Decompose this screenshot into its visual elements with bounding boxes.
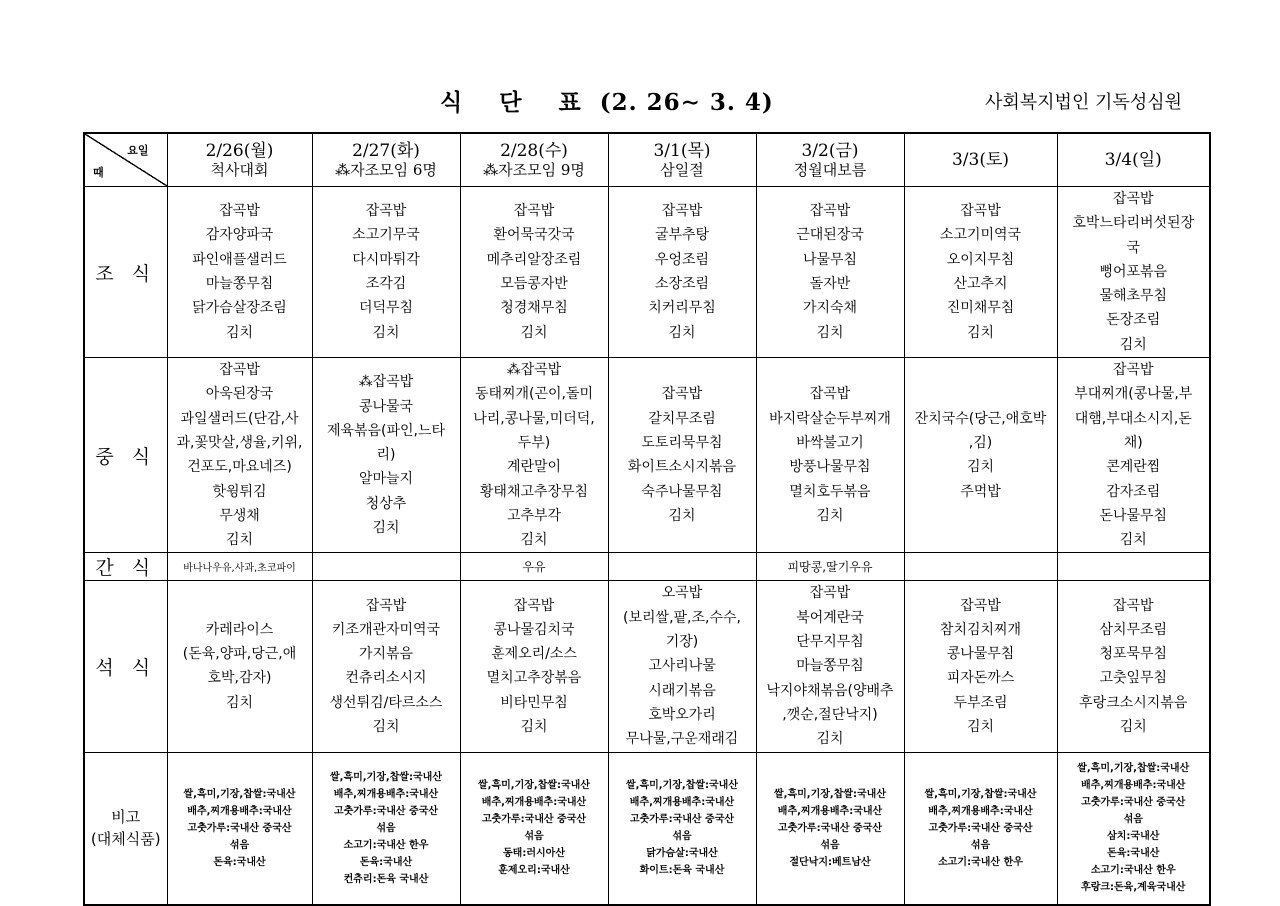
- origin-line: 고춧가루:국내산 중국산: [777, 822, 883, 834]
- day-header: [904, 133, 1057, 187]
- origin-line: 섞음: [970, 839, 991, 851]
- breakfast-row: [84, 187, 1210, 358]
- origin-line: 돈육:국내산: [213, 856, 266, 868]
- menu-item: 북어계란국: [796, 609, 864, 626]
- menu-item: 환어묵국갓국: [493, 227, 575, 244]
- meal-cell: [312, 358, 460, 553]
- menu-item: 김치: [816, 731, 844, 748]
- menu-item: 돈나물무침: [1099, 507, 1168, 524]
- menu-item: 호박오가리: [648, 706, 716, 723]
- origin-line: 쌀,흑미,기장,찹쌀:국내산: [924, 788, 1037, 800]
- origin-line: 배추,찌개용배추:국내산: [481, 797, 587, 809]
- origin-line: 컨츄리:돈육 국내산: [343, 873, 429, 885]
- menu-item: 숙주나물무침: [641, 483, 723, 500]
- row-label-dinner: 석 식: [84, 581, 167, 752]
- menu-item: 잡곡밥: [365, 203, 407, 220]
- menu-item: 아욱된장국: [205, 386, 274, 403]
- header-row: [84, 133, 1210, 187]
- meal-plan-table: [83, 132, 1211, 906]
- meal-cell: [460, 358, 608, 553]
- menu-item: 청포묵무침: [1099, 646, 1168, 663]
- origin-line: 쌀,흑미,기장,찹쌀:국내산: [774, 788, 886, 800]
- snack-cell: [904, 553, 1057, 581]
- day-date: 2/26(월): [205, 141, 274, 161]
- menu-item: 과,꽃맛살,생율,키위,: [176, 434, 303, 451]
- snack-row: [84, 553, 1210, 581]
- origin-line: 배추,찌개용배추:국내산: [1081, 780, 1186, 792]
- menu-item: 국: [1126, 239, 1141, 256]
- menu-item: 무나물,구운재래김: [625, 731, 739, 748]
- menu-item: 뻥어포볶음: [1099, 263, 1168, 280]
- snack-cell: 우유: [460, 553, 608, 581]
- origin-line: 고춧가루:국내산 중국산: [928, 822, 1033, 834]
- menu-item: 더덕무침: [358, 300, 414, 317]
- menu-item: 김치: [668, 324, 696, 341]
- meal-cell: [904, 187, 1057, 358]
- corner-cell: [84, 133, 167, 187]
- menu-item: 삼치무조림: [1099, 621, 1168, 638]
- origin-line: 배추,찌개용배추:국내산: [187, 805, 292, 817]
- menu-item: 청경채무침: [500, 300, 568, 317]
- menu-item: 바지락살순두부찌개: [769, 410, 891, 427]
- menu-item: 잡곡밥: [809, 386, 851, 403]
- menu-item: 콘계란찜: [1106, 459, 1161, 476]
- menu-item: 두부): [517, 434, 551, 451]
- origin-line: 쌀,흑미,기장,찹쌀:국내산: [478, 780, 590, 792]
- menu-item: 조각김: [365, 276, 407, 293]
- menu-item: 고춧잎무침: [1099, 670, 1168, 687]
- menu-item: 나물무침: [802, 251, 858, 268]
- meal-cell: [1057, 581, 1210, 752]
- menu-item: 잡곡밥: [1112, 191, 1154, 207]
- menu-item: 멸치고추장볶음: [486, 670, 582, 687]
- notes-row: [84, 752, 1210, 905]
- menu-item: 비타민무침: [500, 694, 568, 711]
- menu-item: 김치: [225, 532, 254, 549]
- menu-item: 멸치호두볶음: [789, 483, 871, 500]
- menu-item: 호박,감자): [207, 670, 272, 687]
- origin-line: 배추,찌개용배추:국내산: [777, 805, 883, 817]
- day-date: 2/27(화): [352, 141, 420, 161]
- day-header: [608, 133, 756, 187]
- menu-item: 마늘쫑무침: [796, 658, 864, 675]
- menu-item: 돌자반: [809, 276, 851, 293]
- meal-cell: [167, 187, 312, 358]
- menu-item: (보리쌀,팥,조,수수,: [623, 609, 741, 626]
- menu-item: 산고추지: [953, 276, 1008, 293]
- menu-item: 후랑크소시지볶음: [1079, 694, 1188, 711]
- menu-item: 물해초무침: [1099, 288, 1168, 305]
- menu-item: 콩나물김치국: [493, 621, 575, 638]
- origin-line: 배추,찌개용배추:국내산: [928, 805, 1033, 817]
- menu-item: 두부조림: [953, 694, 1008, 711]
- menu-item: 가지볶음: [358, 646, 414, 663]
- menu-item: 김치: [1119, 532, 1147, 549]
- meal-cell: [312, 581, 460, 752]
- menu-item: 핫윙튀김: [212, 483, 267, 500]
- notes-label: 비고: [111, 808, 141, 827]
- day-header: [756, 133, 904, 187]
- origin-line: 섞음: [820, 839, 840, 851]
- origin-line: 고춧가루:국내산 중국산: [187, 822, 292, 834]
- day-date: 2/28(수): [500, 141, 568, 161]
- menu-item: 닭가슴살장조림: [192, 300, 287, 317]
- menu-item: 김치: [966, 324, 995, 341]
- menu-item: 소고기미역국: [939, 227, 1022, 244]
- menu-item: 갈치무조림: [648, 410, 716, 427]
- menu-item: 부대찌개(콩나물,부: [1074, 386, 1193, 403]
- meal-cell: [608, 187, 756, 358]
- day-event: ⁂자조모임 6명: [335, 161, 437, 179]
- menu-item: 김치: [1119, 719, 1147, 736]
- menu-item: 모듬콩자반: [500, 276, 568, 293]
- origin-line: 섞음: [229, 839, 250, 851]
- menu-item: 감자양파국: [205, 227, 274, 244]
- corner-time-label: 때: [93, 166, 104, 179]
- origin-line: 돈육:국내산: [1107, 848, 1160, 860]
- menu-item: 잡곡밥: [661, 386, 703, 403]
- menu-item: ,깻순,절단낙지): [782, 706, 878, 723]
- day-header: [1057, 133, 1210, 187]
- menu-item: 호박느타리버섯된장: [1072, 215, 1195, 232]
- menu-item: 잡곡밥: [661, 203, 703, 220]
- lunch-row: [84, 358, 1210, 553]
- menu-item: 단무지무침: [796, 634, 864, 651]
- menu-item: 굴부추탕: [654, 227, 710, 244]
- menu-item: 김치: [668, 507, 696, 524]
- menu-item: 참치김치찌개: [939, 621, 1022, 638]
- menu-item: 과일샐러드(단감,사: [180, 410, 299, 427]
- origin-cell: [1057, 752, 1210, 905]
- menu-item: 잡곡밥: [219, 203, 260, 220]
- day-header: [460, 133, 608, 187]
- origin-cell: [460, 752, 608, 905]
- origin-line: 배추,찌개용배추:국내산: [629, 797, 735, 809]
- menu-item: 치커리무침: [648, 300, 716, 317]
- menu-item: 잡곡밥: [960, 597, 1001, 614]
- origin-line: 삼치:국내산: [1107, 831, 1160, 843]
- row-label-breakfast: 조 식: [84, 187, 167, 358]
- origin-cell: [312, 752, 460, 905]
- menu-item: 콩나물국: [358, 398, 414, 415]
- origin-line: 소고기:국내산 한우: [938, 856, 1023, 868]
- origin-line: 훈제오리:국내산: [498, 865, 570, 877]
- menu-item: 메추리알장조림: [486, 251, 582, 268]
- menu-item: 잡곡밥: [365, 597, 407, 614]
- origin-line: 배추,찌개용배추:국내산: [333, 788, 439, 800]
- origin-line: 섞음: [1123, 814, 1143, 826]
- origin-line: 소고기:국내산 한우: [1090, 865, 1176, 877]
- snack-cell: [312, 553, 460, 581]
- menu-item: 무생채: [219, 507, 260, 524]
- day-event: 척사대회: [210, 161, 269, 179]
- day-date: 3/2(금): [801, 141, 859, 161]
- origin-line: 섞음: [672, 831, 692, 843]
- menu-item: 키조개관자미역국: [331, 621, 441, 638]
- origin-line: 쌀,흑미,기장,찹쌀:국내산: [626, 780, 738, 792]
- menu-item: 시래기볶음: [648, 682, 716, 699]
- meal-cell: [167, 581, 312, 752]
- menu-item: 다시마튀각: [352, 251, 420, 268]
- menu-item: 훈제오리/소스: [491, 646, 577, 663]
- menu-item: 김치: [225, 324, 254, 341]
- origin-line: 닭가슴살:국내산: [646, 848, 718, 860]
- origin-cell: [756, 752, 904, 905]
- menu-item: 황태채고추장무침: [479, 483, 589, 500]
- page-title: 식 단 표 (2. 26∼ 3. 4): [440, 89, 774, 116]
- snack-cell: [1057, 553, 1210, 581]
- menu-item: ⁂잡곡밥: [358, 374, 414, 391]
- menu-item: 김치: [1119, 336, 1147, 353]
- origin-line: 화이트:돈육 국내산: [639, 865, 725, 877]
- organization-name: 사회복지법인 기독성심원: [985, 92, 1182, 113]
- snack-cell: [608, 553, 756, 581]
- origin-line: 고춧가루:국내산 중국산: [1081, 797, 1186, 809]
- menu-item: 콩나물무침: [946, 646, 1015, 663]
- origin-cell: [167, 752, 312, 905]
- menu-item: ,김): [968, 434, 993, 451]
- meal-cell: [312, 187, 460, 358]
- menu-item: 나리,콩나물,미더덕,: [473, 410, 595, 427]
- menu-item: 잡곡밥: [1112, 597, 1154, 614]
- meal-cell: [167, 358, 312, 553]
- menu-item: 잡곡밥: [513, 203, 555, 220]
- menu-item: ⁂잡곡밥: [506, 362, 562, 379]
- menu-item: 김치: [372, 520, 400, 536]
- origin-line: 돈육:국내산: [359, 856, 413, 868]
- meal-cell: [756, 358, 904, 553]
- day-event: 삼일절: [660, 161, 704, 179]
- origin-line: 후랑크:돈육,계육국내산: [1081, 882, 1186, 894]
- menu-item: 생선튀김/타르소스: [329, 694, 443, 711]
- menu-item: 소장조림: [654, 276, 710, 293]
- menu-item: 소고기무국: [352, 227, 420, 244]
- day-date: 3/1(목): [653, 141, 711, 161]
- snack-cell: 피땅콩,딸기우유: [756, 553, 904, 581]
- menu-item: 파인애플샐러드: [192, 251, 287, 268]
- menu-item: 돈장조림: [1106, 312, 1161, 329]
- row-label-snack: 간 식: [84, 553, 167, 581]
- menu-item: 잔치국수(당근,애호박: [914, 410, 1047, 427]
- day-header: [167, 133, 312, 187]
- menu-item: 잡곡밥: [219, 362, 260, 379]
- meal-cell: [904, 358, 1057, 553]
- origin-line: 소고기:국내산 한우: [343, 839, 429, 851]
- notes-sublabel: (대체식품): [90, 830, 161, 849]
- menu-item: 김치: [966, 459, 995, 476]
- menu-item: 진미채무침: [946, 300, 1015, 317]
- menu-item: 청상추: [365, 495, 407, 512]
- meal-cell: [608, 581, 756, 752]
- menu-item: 잡곡밥: [960, 203, 1001, 220]
- menu-item: 건포도,마요네즈): [187, 459, 292, 476]
- origin-line: 쌀,흑미,기장,찹쌀:국내산: [1077, 763, 1190, 775]
- origin-line: 쌀,흑미,기장,찹쌀:국내산: [330, 771, 442, 783]
- menu-item: 방풍나물무침: [789, 459, 871, 476]
- origin-line: 고춧가루:국내산 중국산: [333, 805, 439, 817]
- menu-item: 김치: [816, 507, 844, 524]
- menu-item: 바싹불고기: [796, 434, 864, 451]
- menu-item: 기장): [665, 634, 699, 651]
- menu-item: 김치: [520, 719, 548, 736]
- menu-item: 낙지야채볶음(양배추: [766, 682, 894, 699]
- origin-cell: [608, 752, 756, 905]
- menu-item: 김치: [520, 532, 548, 549]
- menu-item: (돈육,양파,당근,애: [182, 646, 297, 663]
- meal-cell: [1057, 358, 1210, 553]
- menu-item: 오곡밥: [661, 585, 703, 602]
- menu-item: 김치: [372, 324, 400, 341]
- menu-item: 알마늘지: [358, 471, 414, 488]
- menu-item: 카레라이스: [205, 621, 274, 638]
- day-date: 3/4(일): [1104, 150, 1162, 170]
- origin-line: 섞음: [376, 822, 396, 834]
- menu-item: 화이트소시지볶음: [627, 459, 737, 476]
- day-header: [312, 133, 460, 187]
- menu-item: 동태찌개(곤이,돌미: [474, 386, 594, 403]
- menu-item: 김치: [225, 694, 254, 711]
- menu-item: 제육볶음(파인,느타: [326, 422, 446, 439]
- origin-line: 동태:러시아산: [503, 848, 565, 860]
- meal-cell: [904, 581, 1057, 752]
- menu-item: 김치: [520, 324, 548, 341]
- menu-item: 잡곡밥: [809, 585, 851, 602]
- menu-item: 채): [1123, 434, 1143, 451]
- menu-item: 잡곡밥: [513, 597, 555, 614]
- menu-item: 리): [376, 447, 396, 464]
- menu-item: 잡곡밥: [809, 203, 851, 220]
- menu-item: 고추부각: [506, 507, 562, 524]
- meal-cell: [460, 187, 608, 358]
- menu-item: 김치: [816, 324, 844, 341]
- menu-item: 마늘쫑무침: [205, 276, 274, 293]
- meal-cell: [1057, 187, 1210, 358]
- meal-cell: [608, 358, 756, 553]
- origin-line: 고춧가루:국내산 중국산: [481, 814, 587, 826]
- origin-cell: [904, 752, 1057, 905]
- origin-line: 섞음: [524, 831, 544, 843]
- menu-item: 우엉조림: [654, 251, 710, 268]
- meal-cell: [756, 187, 904, 358]
- menu-item: 잡곡밥: [1112, 362, 1154, 379]
- meal-cell: [756, 581, 904, 752]
- menu-item: 계란말이: [506, 459, 562, 476]
- day-date: 3/3(토): [951, 150, 1010, 170]
- snack-cell: 바나나우유,사과,초코파이: [167, 553, 312, 581]
- meal-cell: [460, 581, 608, 752]
- menu-item: 피자돈까스: [946, 670, 1015, 687]
- dinner-row: [84, 581, 1210, 752]
- menu-item: 대햄,부대소시지,돈: [1074, 410, 1192, 427]
- day-event: ⁂자조모임 9명: [483, 161, 585, 179]
- origin-line: 절단낙지:베트남산: [789, 856, 871, 868]
- menu-item: 고사리나물: [648, 658, 716, 675]
- menu-item: 감자조림: [1106, 483, 1161, 500]
- menu-item: 주먹밥: [960, 483, 1001, 500]
- origin-line: 쌀,흑미,기장,찹쌀:국내산: [183, 788, 296, 800]
- origin-line: 고춧가루:국내산 중국산: [629, 814, 735, 826]
- row-label-notes: [84, 752, 167, 905]
- menu-item: 가지숙채: [802, 300, 858, 317]
- menu-item: 김치: [966, 719, 995, 736]
- row-label-lunch: 중 식: [84, 358, 167, 553]
- menu-item: 오이지무침: [946, 251, 1015, 268]
- menu-item: 컨츄리소시지: [345, 670, 427, 687]
- menu-item: 도토리묵무침: [641, 434, 723, 451]
- day-event: 정월대보름: [793, 161, 867, 179]
- corner-day-label: 요일: [127, 144, 149, 157]
- menu-item: 김치: [372, 719, 400, 736]
- menu-item: 근대된장국: [796, 227, 864, 244]
